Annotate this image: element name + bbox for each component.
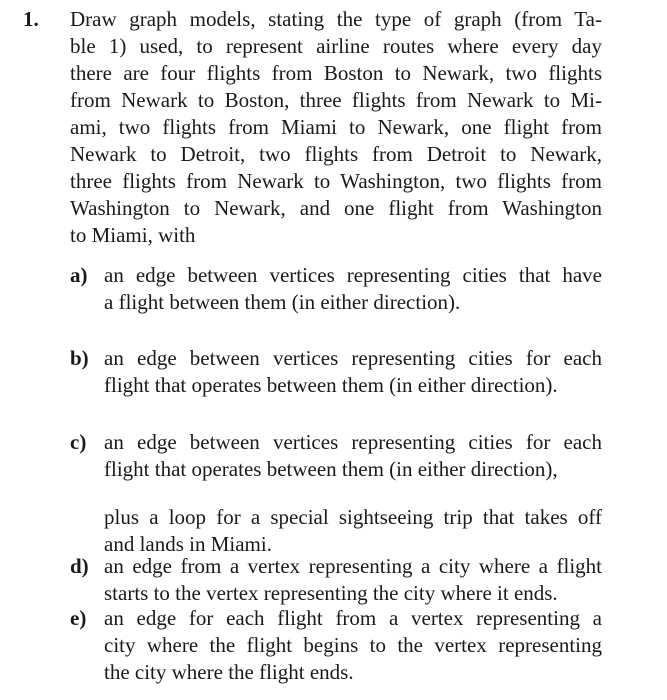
part-body <box>104 605 602 686</box>
stem-line: Washington to Newark, and one flight from Washington <box>70 196 602 220</box>
part-line: an edge between vertices representing cities that have <box>104 263 602 287</box>
part-line: plus a loop for a special sightseeing trip that takes off <box>104 505 602 529</box>
problem-stem <box>70 6 602 249</box>
part-label: b) <box>70 346 89 370</box>
stem-line: ble 1) used, to represent airline routes where every day <box>70 34 602 58</box>
problem-number: 1. <box>23 7 39 31</box>
part-line: the city where the flight ends. <box>104 660 354 684</box>
part-line: an edge between vertices representing cities for each <box>104 346 602 370</box>
stem-line: three flights from Newark to Washington, two flights from <box>70 169 602 193</box>
part-body <box>104 262 602 316</box>
part-line: flight that operates between them (in either direction), <box>104 457 558 481</box>
part-line: a flight between them (in either direction). <box>104 290 461 314</box>
stem-line: Newark to Detroit, two flights from Detroit to Newark, <box>70 142 602 166</box>
part-label: a) <box>70 263 88 287</box>
part-line: an edge for each flight from a vertex representing a <box>104 606 602 630</box>
part-line: an edge between vertices representing cities for each <box>104 430 602 454</box>
stem-line: ami, two flights from Miami to Newark, one flight from <box>70 115 602 139</box>
stem-line: from Newark to Boston, three flights from Newark to Mi- <box>70 88 602 112</box>
part-label: d) <box>70 554 89 578</box>
part-e <box>70 605 602 686</box>
part-c <box>70 429 602 558</box>
stem-line: Draw graph models, stating the type of graph (from Ta- <box>70 7 602 31</box>
part-b <box>70 345 602 399</box>
stem-line: there are four flights from Boston to Newark, two flights <box>70 61 602 85</box>
part-body <box>104 345 602 399</box>
part-body <box>104 429 602 558</box>
part-body <box>104 553 602 607</box>
part-line: and lands in Miami. <box>104 532 272 556</box>
part-line: flight that operates between them (in either direction). <box>104 373 558 397</box>
part-label: c) <box>70 430 87 454</box>
part-d <box>70 553 602 607</box>
part-label: e) <box>70 606 87 630</box>
part-line: city where the flight begins to the vertex representing <box>104 633 602 657</box>
part-line: an edge from a vertex representing a city where a flight <box>104 554 602 578</box>
stem-line: to Miami, with <box>70 223 196 247</box>
part-a <box>70 262 602 316</box>
part-line: starts to the vertex representing the city where it ends. <box>104 581 558 605</box>
